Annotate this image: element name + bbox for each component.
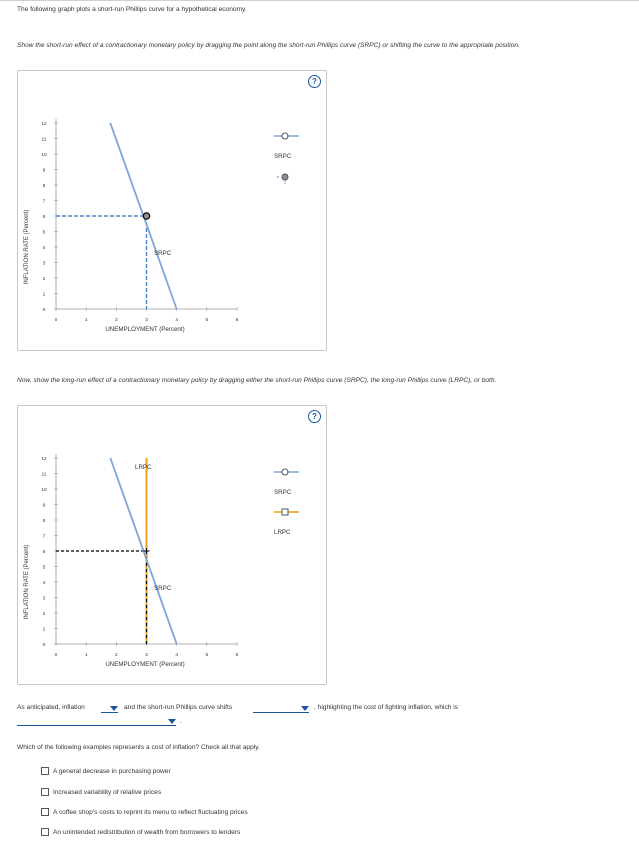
y-tick-label: 3: [42, 261, 46, 267]
graph-panel-2: [17, 405, 327, 685]
phillips-graph-1: [18, 71, 326, 350]
y-tick-label: 5: [42, 565, 46, 571]
x-tick-label: 5: [205, 318, 209, 323]
y-tick-label: 1: [42, 627, 46, 633]
y-tick-label: 7: [42, 534, 46, 540]
y-tick-label: 4: [42, 581, 46, 586]
y-tick-label: 9: [42, 503, 46, 509]
legend-lrpc-tool[interactable]: [274, 509, 299, 515]
y-tick-label: 7: [42, 199, 46, 205]
x-tick-label: 0: [54, 653, 58, 658]
x-tick-label: 4: [175, 318, 179, 323]
legend-srpc-label: SRPC: [274, 153, 292, 160]
lrpc-curve-label: LRPC: [135, 464, 152, 471]
x-axis-label: UNEMPLOYMENT (Percent): [105, 326, 185, 333]
y-tick-label: 12: [41, 457, 47, 462]
srpc-curve-label: SRPC: [154, 585, 172, 592]
y-tick-label: 11: [41, 137, 47, 143]
option-checkbox[interactable]: [41, 808, 248, 817]
y-tick-label: 5: [42, 230, 46, 236]
y-tick-label: 1: [42, 292, 46, 298]
y-tick-label: 11: [41, 472, 47, 478]
y-tick-label: 10: [41, 153, 47, 158]
sentence-part-3: , highlighting the cost of fighting inflation, which is: [314, 704, 459, 711]
chevron-down-icon: [168, 719, 176, 724]
x-tick-label: 6: [235, 653, 239, 658]
chevron-down-icon: [110, 706, 118, 711]
legend-srpc-label: SRPC: [274, 489, 292, 496]
help-icon[interactable]: ?: [308, 75, 321, 88]
sentence-part-2: and the short-run Phillips curve shifts: [124, 704, 233, 711]
legend-srpc-tool[interactable]: [274, 133, 299, 139]
legend-lrpc-label: LRPC: [274, 529, 291, 536]
option-checkbox[interactable]: [41, 828, 240, 837]
option-checkbox[interactable]: [41, 767, 171, 776]
instruction-2: Now, show the long-run effect of a contractionary monetary policy by dragging either the short-run Phillips curve (SRPC), the long-run Phillips curve (LRPC), or both.: [17, 377, 497, 384]
x-tick-label: 0: [54, 318, 58, 323]
option-label: An unintended redistribution of wealth from borrowers to lenders: [53, 829, 241, 836]
y-tick-label: 3: [42, 596, 46, 602]
legend-srpc-tool[interactable]: [274, 469, 299, 475]
y-tick-label: 12: [41, 122, 47, 127]
y-axis-label: INFLATION RATE (Percent): [24, 544, 30, 620]
y-tick-label: 0: [42, 308, 46, 313]
y-tick-label: 8: [42, 519, 46, 524]
graph-panel-1: [17, 70, 327, 351]
inflation-dropdown[interactable]: [101, 703, 118, 713]
x-tick-label: 1: [84, 318, 88, 323]
y-tick-label: 9: [42, 168, 46, 174]
phillips-graph-2: [18, 406, 326, 684]
checkbox[interactable]: [41, 808, 49, 816]
x-tick-label: 3: [145, 653, 148, 658]
y-tick-label: 8: [42, 184, 46, 189]
x-tick-label: 1: [84, 653, 88, 658]
x-tick-label: 2: [114, 318, 118, 323]
sentence-part-4: .: [180, 718, 182, 725]
equilibrium-point[interactable]: [143, 213, 149, 219]
checkbox[interactable]: [41, 828, 49, 836]
x-tick-label: 4: [175, 653, 179, 658]
instruction-1: Show the short-run effect of a contractionary monetary policy by dragging the point along the short-run Phillips curve (SRPC) or shifting the curve to the appropriate position.: [17, 42, 520, 49]
legend-point-tool[interactable]: [277, 174, 288, 184]
y-tick-label: 10: [41, 488, 47, 493]
y-tick-label: 6: [42, 215, 46, 220]
sentence-part-1: As anticipated, inflation: [17, 704, 85, 711]
y-tick-label: 0: [42, 643, 46, 648]
cost-dropdown[interactable]: [17, 716, 176, 726]
question-text: Which of the following examples represents a cost of inflation? Check all that apply.: [17, 744, 260, 751]
y-axis-label: INFLATION RATE (Percent): [24, 209, 30, 285]
x-tick-label: 5: [205, 653, 209, 658]
y-tick-label: 4: [42, 246, 46, 251]
x-tick-label: 6: [235, 318, 239, 323]
option-label: A general decrease in purchasing power: [53, 768, 171, 775]
intro-text: The following graph plots a short-run Phillips curve for a hypothetical economy.: [17, 6, 247, 13]
option-label: A coffee shop's costs to reprint its menu to reflect fluctuating prices: [53, 809, 248, 816]
y-tick-label: 2: [42, 612, 46, 617]
x-axis-label: UNEMPLOYMENT (Percent): [105, 661, 185, 668]
option-label: Increased variability of relative prices: [53, 789, 162, 796]
checkbox[interactable]: [41, 767, 49, 775]
srpc-line[interactable]: [110, 458, 176, 644]
x-tick-label: 2: [114, 653, 118, 658]
srpc-shift-dropdown[interactable]: [253, 703, 309, 713]
top-divider: [0, 0, 639, 1]
y-tick-label: 2: [42, 277, 46, 282]
checkbox[interactable]: [41, 788, 49, 796]
help-icon[interactable]: ?: [308, 410, 321, 423]
option-checkbox[interactable]: [41, 788, 161, 797]
y-tick-label: 6: [42, 550, 46, 555]
x-tick-label: 3: [145, 318, 148, 323]
srpc-curve-label: SRPC: [154, 250, 172, 257]
chevron-down-icon: [301, 706, 309, 711]
